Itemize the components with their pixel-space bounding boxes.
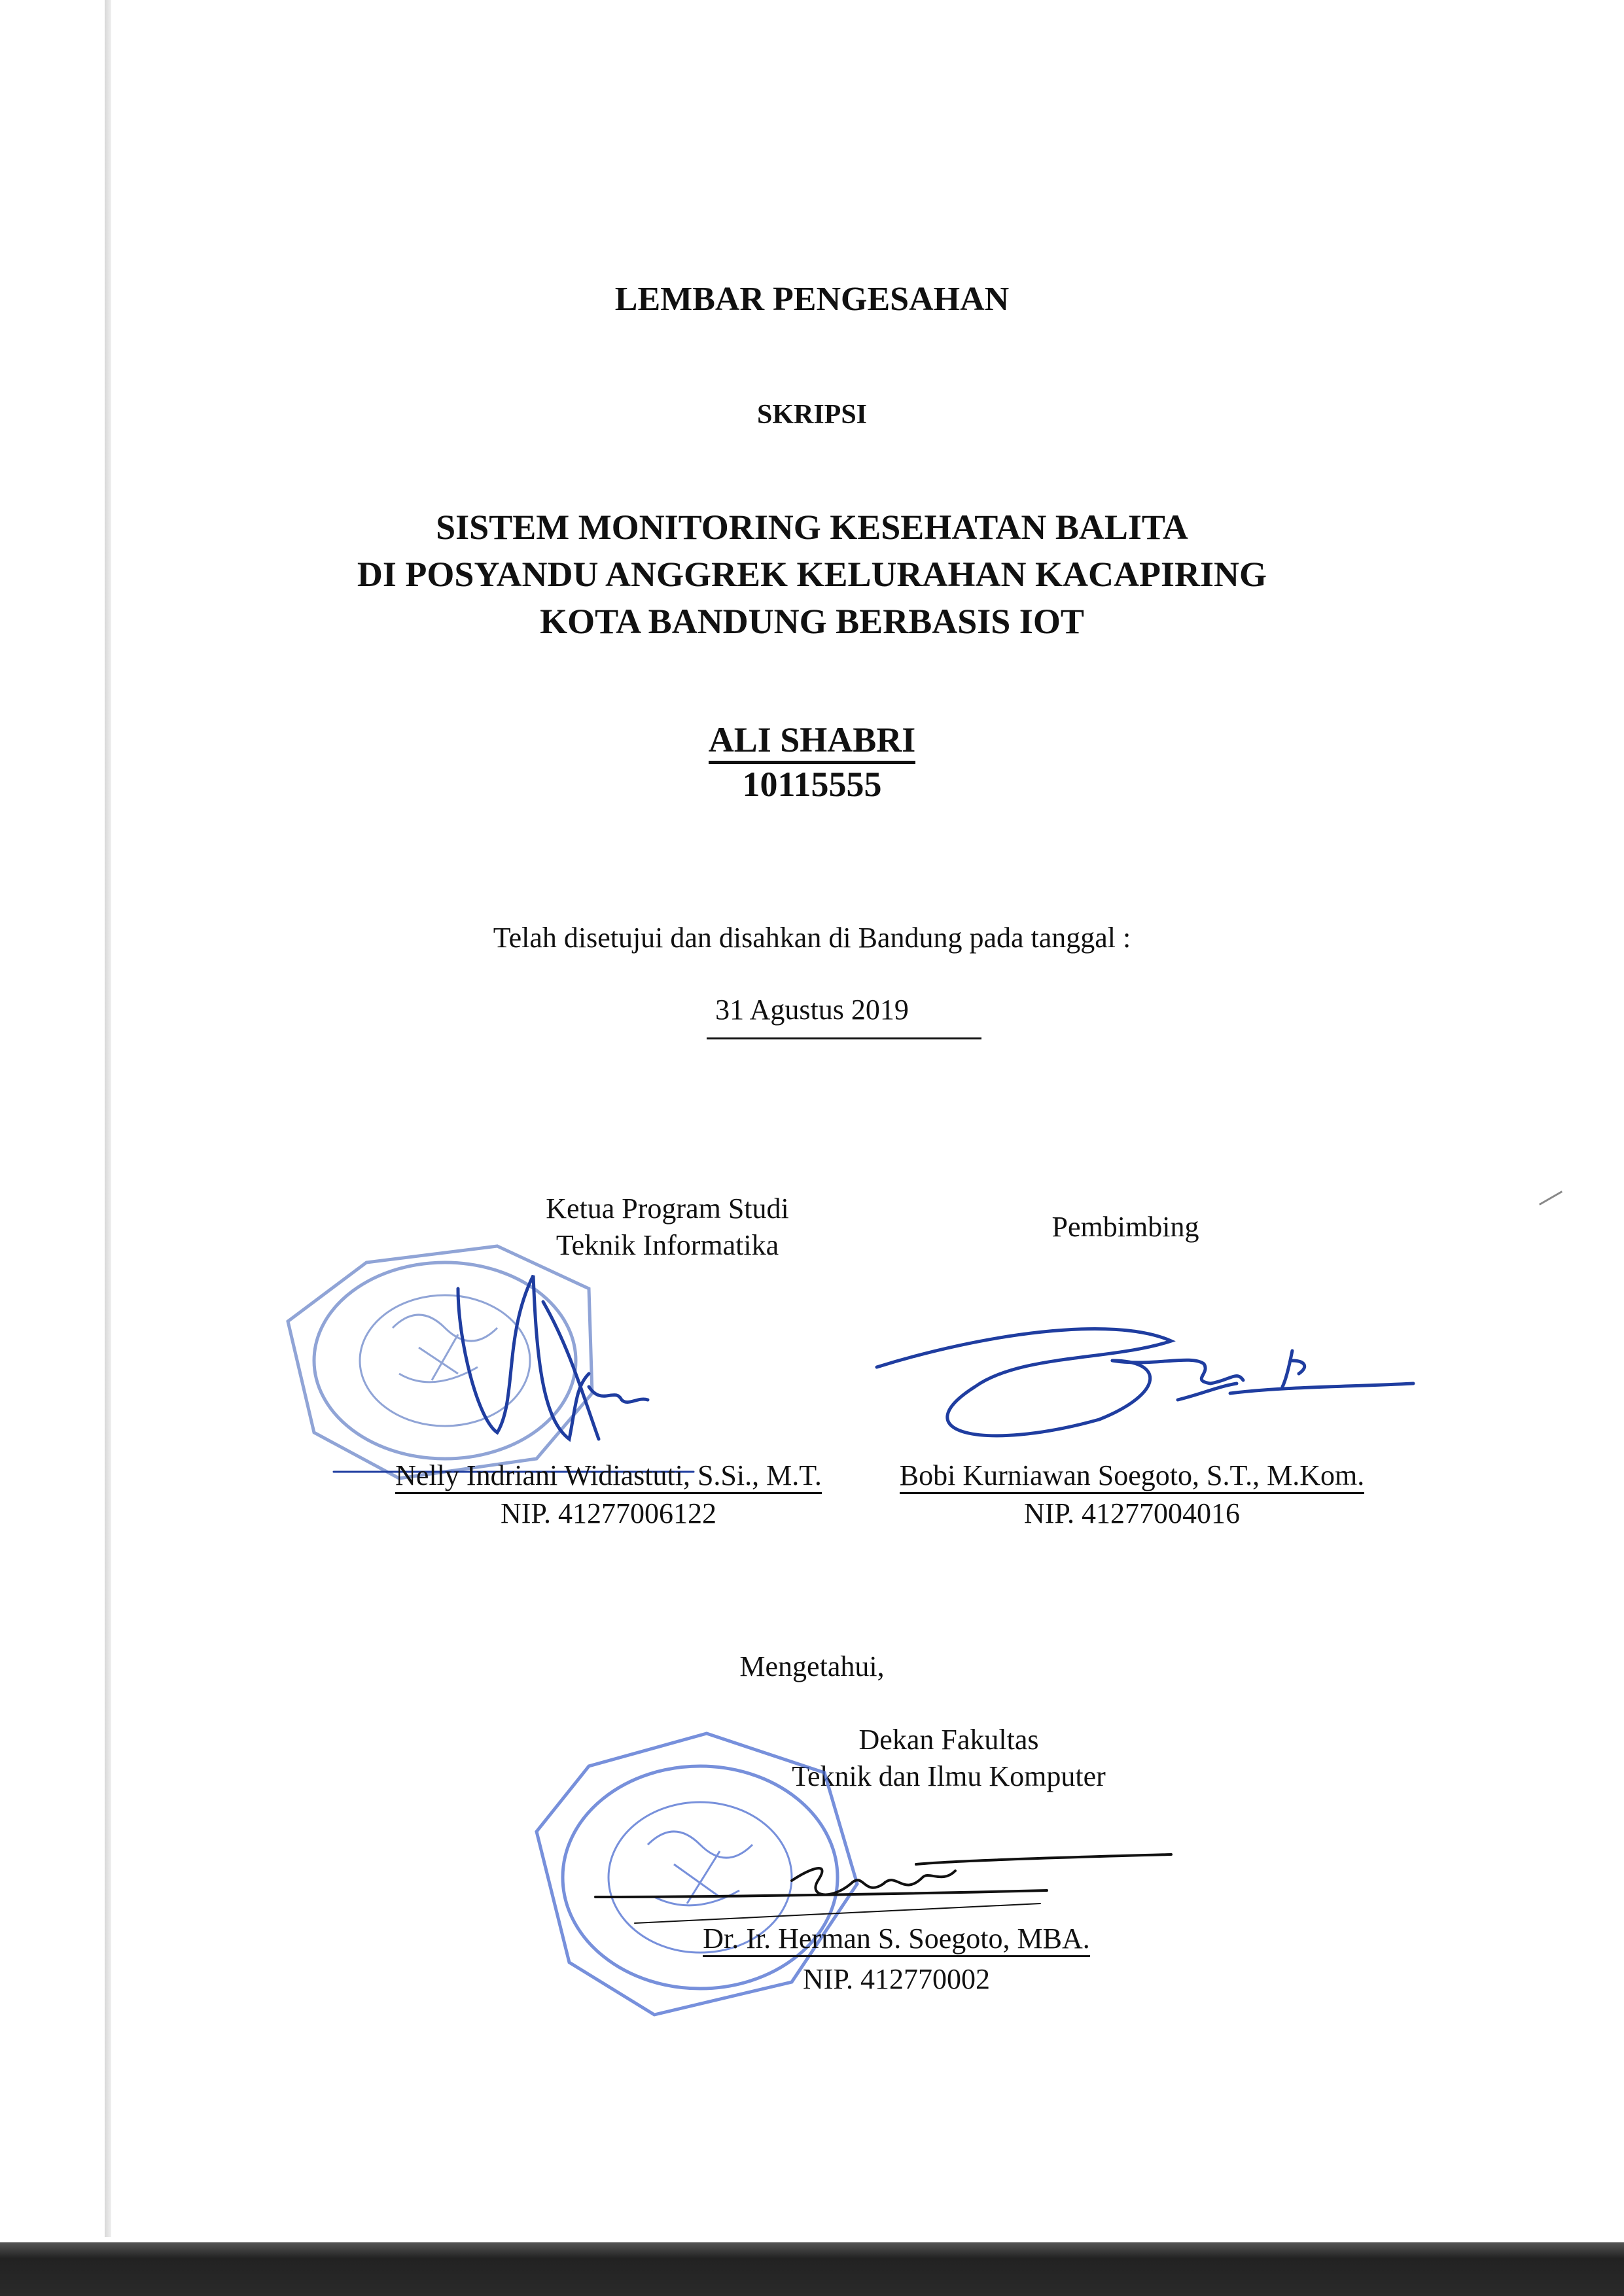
dekan-role-line: Teknik dan Ilmu Komputer — [792, 1760, 1106, 1792]
kaprodi-nip: NIP. 41277006122 — [500, 1497, 717, 1529]
date-underline — [707, 1037, 981, 1039]
author-name-text: ALI SHABRI — [709, 720, 916, 764]
approval-statement: Telah disetujui dan disahkan di Bandung pada tanggal : — [493, 922, 1131, 954]
dekan-name — [589, 1922, 1204, 1955]
approval-date: 31 Agustus 2019 — [715, 994, 909, 1026]
thesis-title-line: SISTEM MONITORING KESEHATAN BALITA — [436, 508, 1188, 547]
pembimbing-role-line: Pembimbing — [1051, 1211, 1199, 1243]
pembimbing-name-text: Bobi Kurniawan Soegoto, S.T., M.Kom. — [900, 1459, 1365, 1494]
thesis-title-line: KOTA BANDUNG BERBASIS IOT — [540, 602, 1084, 641]
document-title: LEMBAR PENGESAHAN — [614, 281, 1010, 318]
acknowledge-label: Mengetahui, — [739, 1650, 885, 1682]
pembimbing-nip: NIP. 41277004016 — [1023, 1497, 1241, 1529]
kaprodi-role-line: Ketua Program Studi — [546, 1192, 789, 1225]
kaprodi-role-line: Teknik Informatika — [556, 1229, 779, 1261]
document-type: SKRIPSI — [756, 400, 868, 430]
thesis-title — [0, 504, 1624, 645]
author-name — [0, 720, 1624, 760]
scan-speck — [1539, 1191, 1562, 1206]
dekan-nip: NIP. 412770002 — [802, 1963, 991, 1995]
author-nim: 10115555 — [742, 765, 882, 804]
dekan-role — [654, 1722, 1243, 1795]
pembimbing-name — [831, 1459, 1433, 1492]
scan-edge — [105, 0, 111, 2237]
pembimbing-role — [831, 1209, 1420, 1245]
scan-bottom-edge — [0, 2242, 1624, 2296]
kaprodi-name — [308, 1459, 909, 1492]
kaprodi-name-text: Nelly Indriani Widiastuti, S.Si., M.T. — [395, 1459, 822, 1494]
dekan-name-text: Dr. Ir. Herman S. Soegoto, MBA. — [703, 1922, 1090, 1957]
thesis-title-line: DI POSYANDU ANGGREK KELURAHAN KACAPIRING — [357, 555, 1267, 594]
dekan-role-line: Dekan Fakultas — [858, 1724, 1039, 1756]
